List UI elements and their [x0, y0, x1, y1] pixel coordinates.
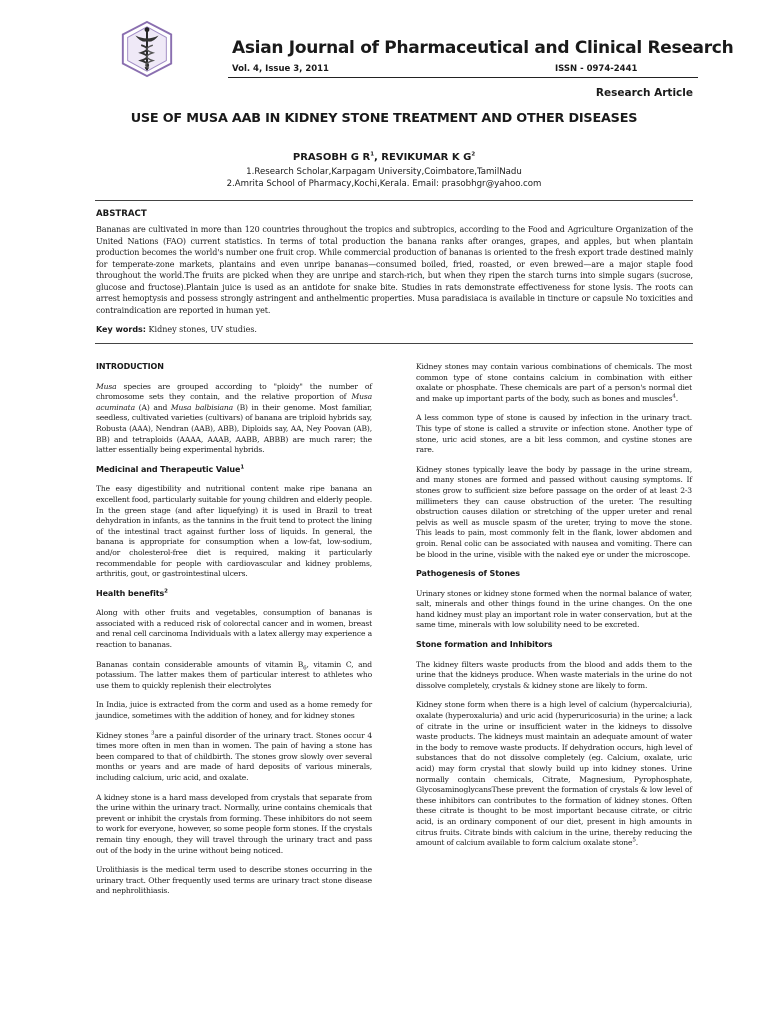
abstract-top-rule	[95, 200, 693, 201]
section-heading: Pathogenesis of Stones	[416, 569, 520, 579]
right-column	[416, 362, 692, 858]
abstract-text: Bananas are cultivated in more than 120 countries throughout the tropics and subtropics, according to the Food and Agriculture Organization of the United Nations (FAO) current statistics. In terms of total production the banana ranks after oranges, grapes, and apples, but when plantain production becomes the world's number one fruit crop. While commercial production of bananas is oriented to the fresh export trade destined mainly for temperate-zone markets, plantains and even unripe bananas—consumed boiled, fried, roasted, or even brewed—are a major staple food throughout the world.The fruits are picked when they are unripe and starch-rich, but when they ripen the starch turns into simple sugars (sucrose, glucose and fructose).Plantain juice is used as an antidote for snake bite. Studies in rats demonstrate effectiveness for stone lysis. The roots can arrest hemoptysis and possess strongly astringent and anthelmentic properties. Musa paradisiaca is available in tincture or capsule No toxicities and contraindication are reported in human yet.	[96, 225, 693, 315]
issn: ISSN - 0974-2441	[555, 64, 638, 74]
paragraph: The kidney filters waste products from the blood and adds them to the urine that the kidneys produce. When waste materials in the urine do not dissolve completely, crystals & kidney stone are likely to form.	[416, 659, 692, 690]
abstract-heading: ABSTRACT	[96, 209, 147, 219]
paragraph: Kidney stones typically leave the body by passage in the urine stream, and many stones are formed and passed without causing symptoms. If stones grow to sufficient size before passage on the order of at least 2-3 millimeters they can cause obstruction of the ureter. The resulting obstruction causes dilation or stretching of the upper ureter and renal pelvis as well as muscle spasm of the ureter, trying to move the stone. This leads to pain, most commonly felt in the flank, lower abdomen and groin. Renal colic can be associated with nausea and vomiting. There can be blood in the urine, visible with the naked eye or under the microscope.	[416, 464, 692, 559]
paper-title: USE OF MUSA AAB IN KIDNEY STONE TREATMENT AND OTHER DISEASES	[130, 111, 638, 126]
paragraph: Urinary stones or kidney stone formed when the normal balance of water, salt, minerals and other things found in the urine changes. On the one hand kidney must play an important role in water conservation, but at the same time, minerals with low solubility need to be excreted.	[416, 588, 692, 630]
paragraph: Kidney stone form when there is a high level of calcium (hypercalciuria), oxalate (hyperoxaluria) and uric acid (hyperuricosuria) in the urine; a lack of citrate in the urine or insufficient water in the kidneys to dissolve waste products. The kidneys must maintain an adequate amount of water in the body to remove waste products. If dehydration occurs, high level of substances that do not dissolve completely (eg. Calcium, oxalate, uric acid) may form crystal that slowly build up into kidney stones. Urine normally contain chemicals, Citrate, Magnesium, Pyrophosphate, GlycosaminoglycansThese prevent the formation of crystals & low level of these inhibitors can contributes to the formation of kidney stones. Often these citrate is thought to be most important because citrate, or citric acid, is an ordinary component of our diet, present in high amounts in citrus fruits. Citrate binds with calcium in the urine, thereby reducing the amount of calcium available to form calcium oxalate stone$^5$.	[416, 700, 692, 848]
paragraph: Kidney stones $^3$are a painful disorder of the urinary tract. Stones occur 4 times more often in men than in women. The pain of having a stone has been compared to that of childbirth. The stones grow slowly over several months or years and are made of hard deposits of various minerals, including calcium, uric acid, and oxalate.	[96, 730, 373, 782]
keywords: Key words: Kidney stones, UV studies.	[96, 325, 257, 334]
paragraph: Musa species are grouped according to "ploidy" the number of chromosome sets they contain, and the relative proportion of Musa acuminata (A) and Musa balbisiana (B) in their genome. Most familiar, seedless, cultivated varieties (cultivars) of banana are triploid hybrids say, Robusta (AAA), Nendran (AAB), ABB), Diploids say, AA, Ney Poovan (AB), BB) and tetraploids (AAAA, AAAB, AABB, ABBB) are much rarer; the latter essentially being experimental hybrids.	[96, 381, 372, 455]
paragraph: Urolithiasis is the medical term used to describe stones occurring in the urinary tract. Other frequently used terms are urinary tract stone disease and nephrolithiasis.	[96, 865, 372, 896]
section-heading: INTRODUCTION	[96, 362, 164, 371]
paragraph: Along with other fruits and vegetables, consumption of bananas is associated with a reduced risk of colorectal cancer and in women, breast and renal cell carcinoma Individuals with a latex allergy may experience a reaction to bananas.	[96, 608, 372, 650]
paragraph: The easy digestibility and nutritional content make ripe banana an excellent food, particularly suitable for young children and elderly people. In the green stage (and after liquefying) it is used in Brazil to treat dehydration in infants, as the tannins in the fruit tend to protect the lining of the intestinal tract against further loss of liquids. In general, the banana is appropriate for consumption when a low-fat, low-sodium, and/or cholesterol-free diet is required, making it particularly recommendable for people with cardiovascular and kidney problems, arthritis, gout, or gastrointestinal ulcers.	[96, 484, 372, 579]
journal-title: Asian Journal of Pharmaceutical and Clinical Research	[232, 38, 734, 58]
affiliation-1: 1.Research Scholar,Karpagam University,Coimbatore,TamilNadu	[246, 167, 522, 177]
paragraph: A kidney stone is a hard mass developed from crystals that separate from the urine within the urinary tract. Normally, urine contains chemicals that prevent or inhibit the crystals from forming. These inhibitors do not seem to work for everyone, however, so some people form stones. If the crystals remain tiny enough, they will travel through the urinary tract and pass out of the body in the urine without being noticed.	[96, 792, 372, 855]
caduceus-icon	[118, 20, 176, 78]
section-heading: Medicinal and Therapeutic Value$^1$	[96, 464, 245, 474]
left-column	[96, 362, 372, 906]
abstract-bottom-rule	[95, 343, 693, 344]
paragraph: Bananas contain considerable amounts of vitamin $B_6$, vitamin C, and potassium. The latter makes them of particular interest to athletes who use them to quickly replenish their electrolytes	[96, 659, 372, 690]
volume-info: Vol. 4, Issue 3, 2011	[232, 64, 329, 74]
article-type: Research Article	[595, 87, 693, 99]
paragraph: A less common type of stone is caused by infection in the urinary tract. This type of stone is called a struvite or infection stone. Another type of stone, uric acid stones, are a bit less common, and cystine stones are rare.	[416, 413, 692, 455]
paragraph: In India, juice is extracted from the corm and used as a home remedy for jaundice, sometimes with the addition of honey, and for kidney stones	[96, 700, 372, 721]
authors: PRASOBH G $R^1$, REVIKUMAR K $G^2$	[292, 151, 476, 163]
affiliation-2: 2.Amrita School of Pharmacy,Kochi,Kerala. Email: prasobhgr@yahoo.com	[226, 179, 542, 189]
section-heading: Stone formation and Inhibitors	[416, 640, 553, 650]
section-heading: Health benefits$^2$	[96, 588, 168, 598]
header-rule	[228, 77, 698, 78]
paragraph: Kidney stones may contain various combinations of chemicals. The most common type of stone contains calcium in combination with either oxalate or phosphate. These chemicals are part of a person's normal diet and make up important parts of the body, such as bones and muscles$^4$.	[416, 362, 692, 403]
